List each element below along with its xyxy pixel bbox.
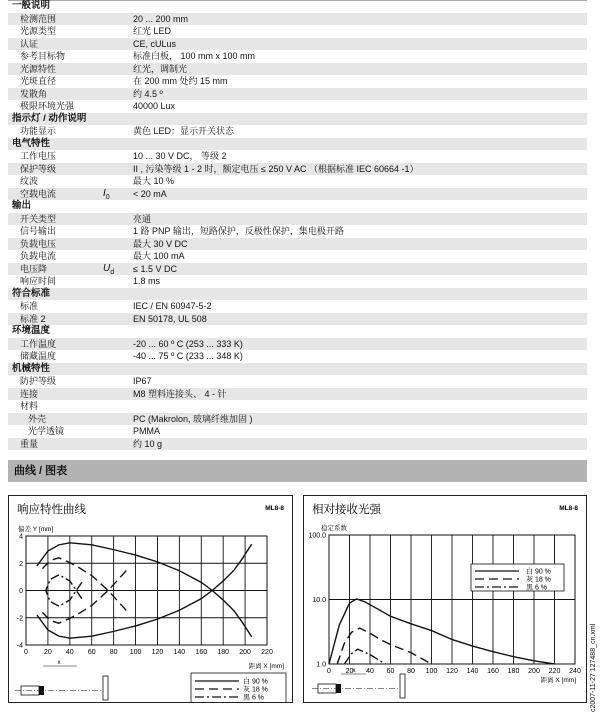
spec-symbol: $U_d$ <box>103 262 115 276</box>
spec-label: 标准 <box>20 301 39 311</box>
spec-row <box>8 75 587 88</box>
y-axis-label: 偏差 Y [mm] <box>18 526 54 533</box>
spec-label: 光斑直径 <box>20 76 57 86</box>
intensity-chart <box>304 496 586 702</box>
spec-row <box>8 250 587 263</box>
y-tick-label: 1.0 <box>316 661 326 669</box>
x-tick-label: 60 <box>386 668 395 675</box>
document-footer-id: c2007-11-27 127488_cn.xml <box>590 623 597 712</box>
spec-value: 约 10 g <box>133 438 163 449</box>
spec-label: 符合标准 <box>12 287 51 299</box>
spec-value: II , 污染等级 1 - 2 时，额定电压 ≤ 250 V AC （根据标准 IEC 60664 -1） <box>133 163 419 174</box>
section-header <box>8 113 587 126</box>
y-tick-label: 10.0 <box>312 597 326 604</box>
spec-label: 检测范围 <box>20 13 57 24</box>
spec-row <box>8 350 587 363</box>
spec-label: 功能显示 <box>20 126 57 136</box>
spec-row <box>8 188 587 201</box>
x-tick-label: 200 <box>239 649 251 656</box>
spec-row <box>8 25 587 38</box>
legend-label: 白 90 % <box>243 678 268 686</box>
spec-row <box>8 388 587 401</box>
spec-row <box>8 125 587 138</box>
legend-label: 黑 6 % <box>526 584 548 592</box>
legend-label: 灰 18 % <box>243 686 268 694</box>
curves-section-header: 曲线 / 图表 <box>8 460 587 482</box>
spec-row <box>8 238 587 251</box>
x-tick-label: 180 <box>217 649 230 656</box>
spec-row <box>8 38 587 51</box>
x-tick-label: 140 <box>173 649 186 656</box>
spec-value: -20 ... 60 º C (253 ... 333 K) <box>133 338 243 349</box>
spec-table <box>8 0 587 450</box>
target-plate <box>103 676 108 700</box>
x-tick-label: 200 <box>528 668 540 675</box>
section-header <box>8 325 587 338</box>
spec-label: 发散角 <box>20 88 48 99</box>
x-tick-label: 80 <box>109 649 118 656</box>
spec-value: 红光，调制光 <box>133 63 188 74</box>
spec-row <box>8 263 587 276</box>
x-tick-label: 0 <box>24 649 28 656</box>
y-axis-label: 稳定系数 <box>321 525 347 532</box>
spec-value: 10 ... 30 V DC， 等级 2 <box>133 151 227 161</box>
spec-row <box>8 400 587 413</box>
spec-value: 黄色 LED：显示开关状态 <box>133 126 235 136</box>
y-tick-label: 2 <box>19 560 23 568</box>
spec-value: ≤ 1.5 V DC <box>133 263 177 274</box>
spec-row <box>8 375 587 388</box>
spec-row <box>8 438 587 451</box>
spec-value: 1 路 PNP 输出，短路保护，反极性保护，集电极开路 <box>133 226 344 236</box>
spec-value: 40000 Lux <box>133 101 176 111</box>
x-tick-label: 220 <box>548 668 561 675</box>
spec-label: 材料 <box>20 401 39 411</box>
response-chart-box <box>8 495 293 703</box>
spec-value: 标准白板， 100 mm x 100 mm <box>133 51 256 61</box>
x-tick-label: 40 <box>65 649 74 656</box>
spec-value: -40 ... 75 º C (233 ... 348 K) <box>133 351 243 361</box>
spec-row <box>8 338 587 351</box>
spec-value: 最大 10 % <box>133 176 175 186</box>
spec-label: 标准 2 <box>20 313 46 324</box>
intensity-chart-box <box>303 495 587 703</box>
spec-row <box>8 88 587 101</box>
section-header <box>8 0 587 13</box>
spec-label: 光源特性 <box>20 63 57 74</box>
spec-row <box>8 313 587 326</box>
spec-label: 响应时间 <box>20 276 57 286</box>
spec-label: 负载电流 <box>20 251 57 261</box>
spec-symbol: $I_0$ <box>103 187 110 201</box>
x-tick-label: 80 <box>407 668 415 675</box>
x-tick-label: 160 <box>195 649 208 656</box>
y-tick-label: -2 <box>16 615 23 623</box>
spec-row <box>8 100 587 113</box>
spec-value: 红光 LED <box>133 26 172 36</box>
y-tick-label: -4 <box>16 642 23 650</box>
spec-value: IP67 <box>133 376 152 386</box>
spec-label: 环境温度 <box>12 325 51 336</box>
spec-value: 约 4.5 º <box>133 88 163 99</box>
spec-row <box>8 225 587 238</box>
spec-label: 开关类型 <box>20 213 57 224</box>
spec-label: 一般说明 <box>12 0 51 11</box>
spec-label: 纹波 <box>20 176 39 186</box>
x-tick-label: 40 <box>366 668 374 675</box>
spec-label: 工作温度 <box>20 338 57 349</box>
x-tick-label: 220 <box>261 649 273 656</box>
chart-model: ML8-8 <box>559 505 578 512</box>
target-plate <box>400 674 405 698</box>
x-tick-label: 100 <box>425 668 438 675</box>
x-tick-label: 0 <box>327 668 331 675</box>
spec-label: 信号输出 <box>20 226 57 236</box>
x-axis-label: 距离 X [mm] <box>540 677 576 684</box>
spec-value: PC (Makrolon, 玻璃纤维加固 ) <box>133 413 253 424</box>
spec-label: 储藏温度 <box>20 351 57 361</box>
spec-row <box>8 50 587 63</box>
spec-value: M8 塑料连接头、 4 - 针 <box>133 388 227 399</box>
legend-box <box>191 673 286 702</box>
spec-value: CE, cULus <box>133 38 177 49</box>
spec-label: 参考目标物 <box>20 51 66 61</box>
y-tick-label: 0 <box>19 588 23 595</box>
y-tick-label: 100.0 <box>308 532 326 540</box>
spec-label: 防护等级 <box>20 376 57 386</box>
spec-row <box>8 213 587 226</box>
spec-label: 极限环境光强 <box>20 101 75 111</box>
spec-value: PMMA <box>133 426 160 436</box>
section-header <box>8 138 587 151</box>
spec-label: 负载电压 <box>20 238 57 249</box>
x-axis-label: 距离 X [mm] <box>248 663 284 670</box>
spec-row <box>8 163 587 176</box>
legend-label: 黑 6 % <box>243 694 265 702</box>
legend-label: 白 90 % <box>526 568 551 576</box>
chart-model: ML8-8 <box>265 505 284 512</box>
response-chart <box>9 496 292 702</box>
chart-title: 相对接收光强 <box>312 504 381 516</box>
x-tick-label: 20 <box>44 649 52 656</box>
spec-label: 工作电压 <box>20 151 57 161</box>
x-tick-label: 240 <box>569 668 581 675</box>
section-header <box>8 288 587 301</box>
spec-label: 认证 <box>20 38 39 49</box>
dimension-label: x <box>57 660 61 666</box>
spec-row <box>8 413 587 426</box>
spec-label: 重量 <box>20 438 39 449</box>
chart-title: 响应特性曲线 <box>17 504 86 516</box>
spec-label: 电气特性 <box>12 137 51 149</box>
spec-label: 保护等级 <box>20 163 57 174</box>
spec-value: 在 200 mm 处约 15 mm <box>133 76 228 86</box>
y-tick-label: 4 <box>19 533 23 541</box>
spec-label: 光学透镜 <box>28 426 65 436</box>
spec-value: 最大 100 mA <box>133 251 185 261</box>
spec-value: 20 ... 200 mm <box>133 13 189 24</box>
spec-label: 外壳 <box>28 413 47 424</box>
spec-label: 电压降 <box>20 263 48 274</box>
spec-label: 空载电流 <box>20 188 57 199</box>
spec-label: 连接 <box>20 388 39 399</box>
spec-row <box>8 63 587 76</box>
spec-label: 指示灯 / 动作说明 <box>12 112 87 124</box>
x-tick-label: 120 <box>446 668 458 675</box>
spec-row <box>8 275 587 288</box>
x-tick-label: 100 <box>129 649 142 656</box>
dimension-label: x <box>352 668 356 674</box>
legend-label: 灰 18 % <box>526 576 551 584</box>
spec-value: 1.8 ms <box>133 276 161 286</box>
spec-value: 亮通 <box>133 213 152 224</box>
x-tick-label: 180 <box>507 668 520 675</box>
section-header <box>8 200 587 213</box>
spec-label: 机械特性 <box>12 362 51 374</box>
x-tick-label: 140 <box>466 668 479 675</box>
x-tick-label: 60 <box>87 649 96 656</box>
spec-label: 输出 <box>12 200 32 211</box>
spec-value: < 20 mA <box>133 188 167 199</box>
x-tick-label: 120 <box>151 649 164 656</box>
section-header <box>8 363 587 376</box>
spec-row <box>8 300 587 313</box>
spec-value: IEC / EN 60947-5-2 <box>133 301 212 311</box>
spec-row <box>8 150 587 163</box>
x-tick-label: 160 <box>487 668 499 675</box>
spec-row <box>8 425 587 438</box>
spec-row <box>8 13 587 26</box>
x-tick-label: 20 <box>345 668 354 675</box>
spec-value: 最大 30 V DC <box>133 238 188 249</box>
spec-value: EN 50178, UL 508 <box>133 313 207 324</box>
spec-row <box>8 175 587 188</box>
spec-label: 光源类型 <box>20 26 57 36</box>
